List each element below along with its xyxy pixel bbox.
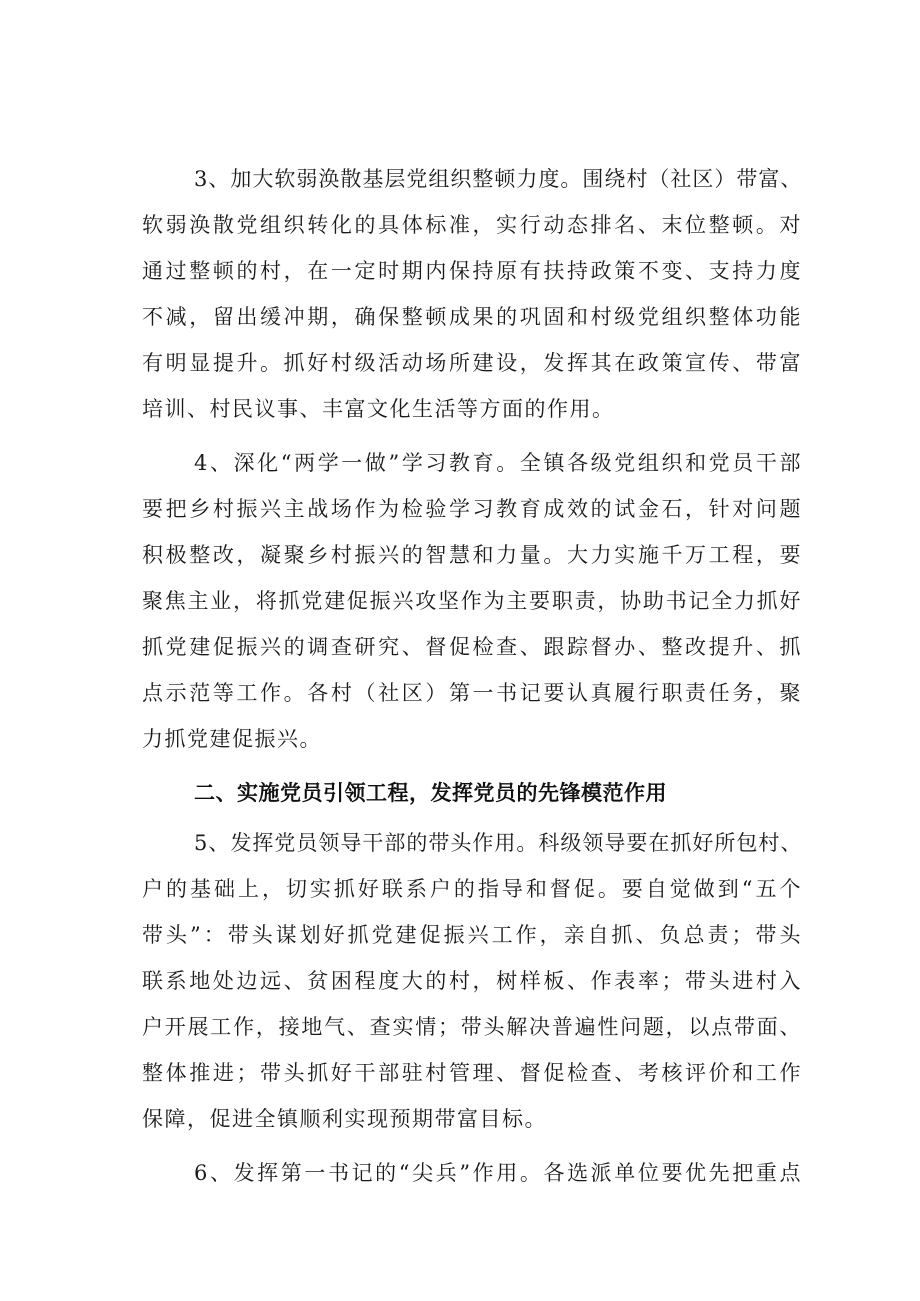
section-heading: 二、实施党员引领工程，发挥党员的先锋模范作用 <box>194 781 667 805</box>
text-line: 5、发挥党员领导干部的带头作用。科级领导要在抓好所包村、 <box>194 831 803 855</box>
text-line: 点示范等工作。各村（社区）第一书记要认真履行职责任务，聚 <box>142 681 802 705</box>
text-line: 整体推进；带头抓好干部驻村管理、督促检查、考核评价和工作 <box>142 1061 802 1085</box>
text-line: 力抓党建促振兴。 <box>142 727 322 751</box>
paragraph-3 <box>142 156 802 432</box>
paragraph-spacer <box>142 432 802 440</box>
text-line: 保障，促进全镇顺利实现预期带富目标。 <box>142 1107 547 1131</box>
text-line: 积极整改，凝聚乡村振兴的智慧和力量。大力实施千万工程，要 <box>142 543 802 567</box>
text-line: 要把乡村振兴主战场作为检验学习教育成效的试金石，针对问题 <box>142 497 802 521</box>
paragraph-4 <box>142 440 802 762</box>
text-line: 户开展工作，接地气、查实情；带头解决普遍性问题，以点带面、 <box>142 1015 802 1039</box>
text-line: 6、发挥第一书记的“尖兵”作用。各选派单位要优先把重点 <box>194 1161 802 1185</box>
text-line: 培训、村民议事、丰富文化生活等方面的作用。 <box>142 397 615 421</box>
paragraph-5 <box>142 820 802 1142</box>
paragraph-spacer <box>142 1142 802 1150</box>
text-line: 户的基础上，切实抓好联系户的指导和督促。要自觉做到“五个 <box>142 877 802 901</box>
document-body <box>142 156 802 1196</box>
text-line: 不减，留出缓冲期，确保整顿成果的巩固和村级党组织整体功能 <box>142 305 802 329</box>
text-line: 联系地处边远、贫困程度大的村，树样板、作表率；带头进村入 <box>142 969 802 993</box>
text-line: 聚焦主业，将抓党建促振兴攻坚作为主要职责，协助书记全力抓好 <box>142 589 802 613</box>
text-line: 带头”：带头谋划好抓党建促振兴工作，亲自抓、负总责；带头 <box>142 923 802 947</box>
paragraph-6 <box>142 1150 802 1196</box>
text-line: 4、深化“两学一做”学习教育。全镇各级党组织和党员干部 <box>194 451 802 475</box>
text-line: 3、加大软弱涣散基层党组织整顿力度。围绕村（社区）带富、 <box>194 167 803 191</box>
text-line: 有明显提升。抓好村级活动场所建设，发挥其在政策宣传、带富 <box>142 351 802 375</box>
text-line: 软弱涣散党组织转化的具体标准，实行动态排名、末位整顿。对 <box>142 213 802 237</box>
text-line: 抓党建促振兴的调查研究、督促检查、跟踪督办、整改提升、抓 <box>142 635 802 659</box>
text-line: 通过整顿的村，在一定时期内保持原有扶持政策不变、支持力度 <box>142 259 802 283</box>
